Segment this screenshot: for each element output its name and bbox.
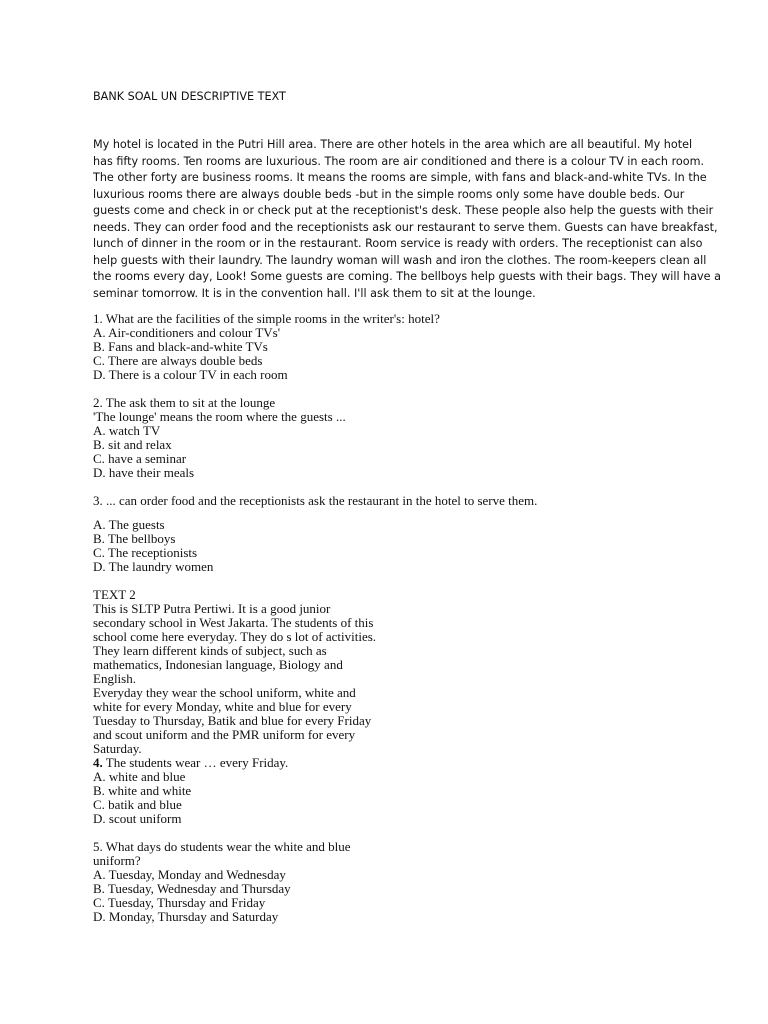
answer-option: B. Tuesday, Wednesday and Thursday bbox=[93, 881, 291, 896]
answer-option: D. scout uniform bbox=[93, 811, 182, 826]
passage-line: They learn different kinds of subject, such as bbox=[93, 643, 327, 658]
passage-line: This is SLTP Putra Pertiwi. It is a good junior bbox=[93, 601, 331, 616]
answer-option: A. The guests bbox=[93, 517, 165, 532]
answer-option: C. The receptionists bbox=[93, 545, 198, 560]
question-5 bbox=[93, 840, 351, 924]
passage-line: Tuesday to Thursday, Batik and blue for every Friday bbox=[93, 713, 372, 728]
answer-option: A. Air-conditioners and colour TVs' bbox=[93, 325, 281, 340]
text-2-section bbox=[93, 588, 376, 826]
question-text: 3. ... can order food and the receptionists ask the restaurant in the hotel to serve them. bbox=[93, 493, 538, 508]
passage-line: Saturday. bbox=[93, 741, 142, 756]
passage-text-1 bbox=[93, 137, 721, 302]
answer-option: C. Tuesday, Thursday and Friday bbox=[93, 895, 266, 910]
document-title: BANK SOAL UN DESCRIPTIVE TEXT bbox=[93, 90, 286, 103]
answer-option: B. Fans and black-and-white TVs bbox=[93, 339, 268, 354]
answer-option: D. have their meals bbox=[93, 465, 195, 480]
passage-line: lunch of dinner in the room or in the restaurant. Room service is ready with orders. The receptionist can also bbox=[93, 237, 703, 250]
question-text: 5. What days do students wear the white and blue bbox=[93, 839, 351, 854]
passage-line: the rooms every day, Look! Some guests are coming. The bellboys help guests with their bags. They will have a bbox=[93, 270, 721, 283]
question-4-text bbox=[93, 756, 376, 770]
passage-line: white for every Monday, white and blue for every bbox=[93, 699, 352, 714]
passage-line: seminar tomorrow. It is in the convention hall. I'll ask them to sit at the lounge. bbox=[93, 286, 536, 300]
answer-option: C. have a seminar bbox=[93, 451, 187, 466]
answer-option: A. watch TV bbox=[93, 423, 161, 438]
answer-option: A. Tuesday, Monday and Wednesday bbox=[93, 867, 286, 882]
answer-option: A. white and blue bbox=[93, 769, 186, 784]
passage-line: mathematics, Indonesian language, Biology and bbox=[93, 657, 343, 672]
passage-line: secondary school in West Jakarta. The students of this bbox=[93, 615, 374, 630]
answer-option: D. There is a colour TV in each room bbox=[93, 367, 288, 382]
question-text: 'The lounge' means the room where the guests ... bbox=[93, 409, 346, 424]
passage-line: and scout uniform and the PMR uniform for every bbox=[93, 727, 356, 742]
answer-option: D. Monday, Thursday and Saturday bbox=[93, 909, 279, 924]
question-text: uniform? bbox=[93, 853, 141, 868]
answer-option: C. batik and blue bbox=[93, 797, 182, 812]
question-2 bbox=[93, 396, 346, 480]
passage-line: English. bbox=[93, 671, 136, 686]
answer-option: B. The bellboys bbox=[93, 531, 176, 546]
passage-line: help guests with their laundry. The laundry woman will wash and iron the clothes. The room-keepers clean all bbox=[93, 253, 707, 267]
answer-option: B. sit and relax bbox=[93, 437, 172, 452]
passage-line: school come here everyday. They do s lot of activities. bbox=[93, 629, 377, 644]
passage-line: Everyday they wear the school uniform, white and bbox=[93, 685, 356, 700]
answer-option: B. white and white bbox=[93, 783, 192, 798]
question-number: 4. bbox=[93, 755, 103, 770]
passage-line: My hotel is located in the Putri Hill area. There are other hotels in the area which are all beautiful. My hotel bbox=[93, 138, 693, 151]
passage-line: needs. They can order food and the receptionists ask our restaurant to serve them. Guests can have breakfast, bbox=[93, 220, 718, 234]
section-heading: TEXT 2 bbox=[93, 587, 136, 602]
question-text: 2. The ask them to sit at the lounge bbox=[93, 395, 276, 410]
answer-option: C. There are always double beds bbox=[93, 353, 263, 368]
passage-line: has fifty rooms. Ten rooms are luxurious. The room are air conditioned and there is a colour TV in each room. bbox=[93, 154, 705, 168]
question-text: The students wear … every Friday. bbox=[102, 755, 289, 770]
passage-line: luxurious rooms there are always double beds -but in the simple rooms only some have double beds. Our bbox=[93, 187, 685, 201]
question-3 bbox=[93, 494, 537, 508]
passage-line: guests come and check in or check put at the receptionist's desk. These people also help the guests with their bbox=[93, 204, 714, 217]
question-3-options bbox=[93, 518, 213, 574]
question-1 bbox=[93, 312, 440, 382]
answer-option: D. The laundry women bbox=[93, 559, 214, 574]
passage-line: The other forty are business rooms. It means the rooms are simple, with fans and black-and-white TVs. In the bbox=[93, 171, 707, 184]
question-text: 1. What are the facilities of the simple rooms in the writer's: hotel? bbox=[93, 311, 440, 326]
